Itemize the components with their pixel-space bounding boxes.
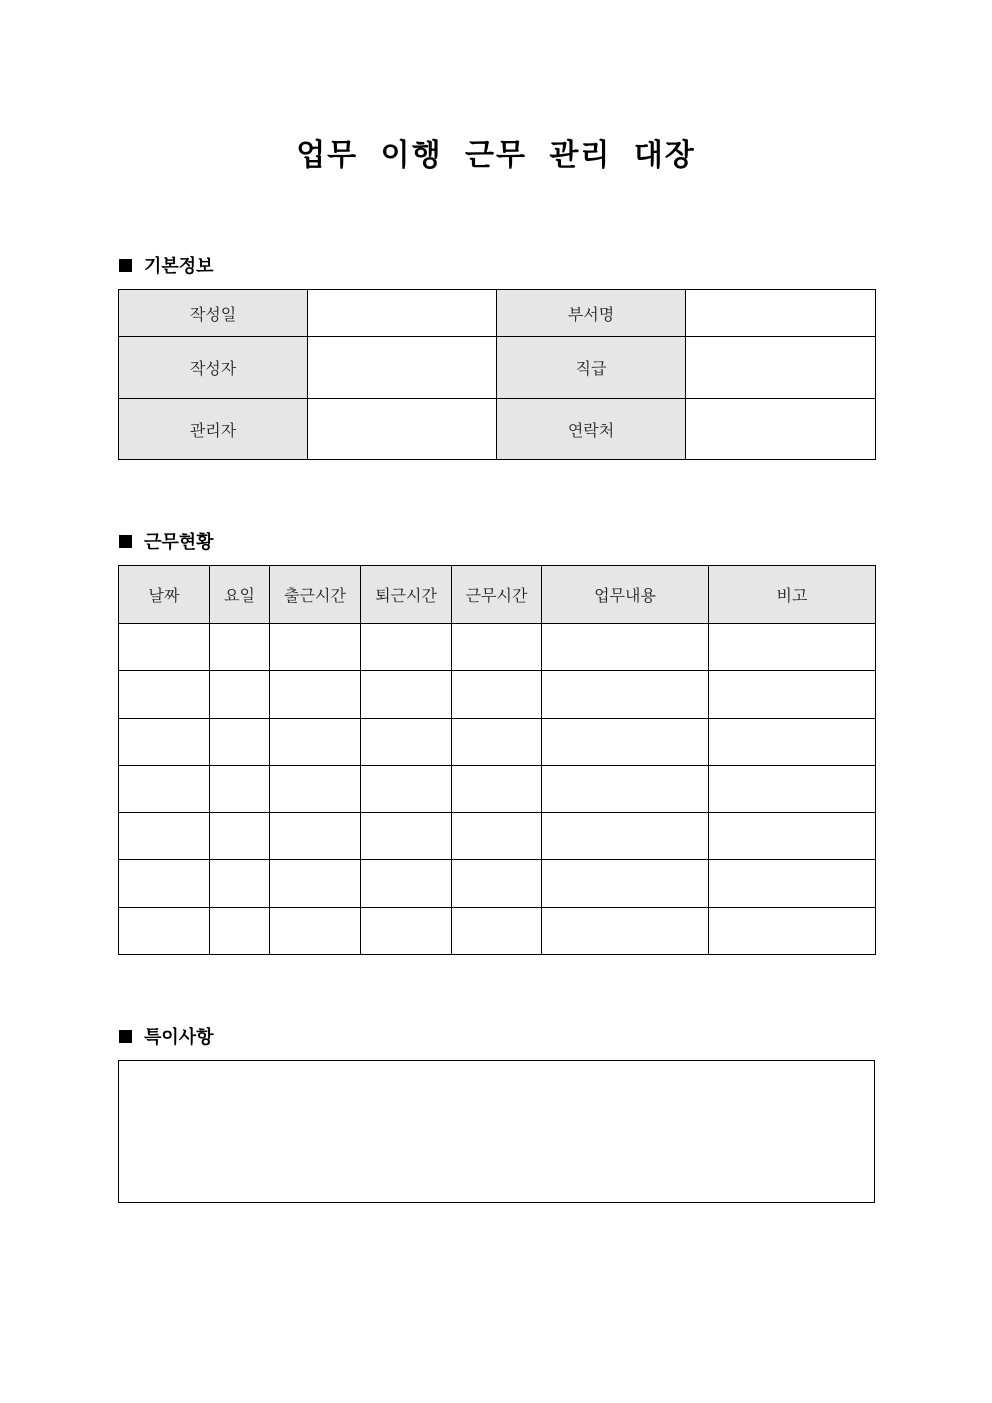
table-row bbox=[119, 908, 876, 955]
table-cell[interactable] bbox=[709, 860, 876, 908]
table-cell[interactable] bbox=[210, 719, 270, 766]
basic-info-value-field[interactable] bbox=[686, 290, 876, 337]
table-cell[interactable] bbox=[709, 671, 876, 719]
column-header-remarks: 비고 bbox=[709, 566, 876, 624]
table-cell[interactable] bbox=[361, 624, 452, 671]
table-cell[interactable] bbox=[119, 719, 210, 766]
table-cell[interactable] bbox=[119, 624, 210, 671]
table-cell[interactable] bbox=[361, 719, 452, 766]
table-cell[interactable] bbox=[270, 766, 361, 813]
table-row bbox=[119, 766, 876, 813]
table-cell[interactable] bbox=[452, 719, 542, 766]
table-row bbox=[119, 624, 876, 671]
table-cell[interactable] bbox=[119, 908, 210, 955]
table-row bbox=[119, 860, 876, 908]
table-cell[interactable] bbox=[452, 813, 542, 860]
table-cell[interactable] bbox=[361, 671, 452, 719]
table-cell[interactable] bbox=[452, 860, 542, 908]
table-cell[interactable] bbox=[270, 624, 361, 671]
table-cell[interactable] bbox=[709, 813, 876, 860]
work-status-header-row bbox=[119, 566, 876, 624]
table-cell[interactable] bbox=[210, 671, 270, 719]
column-header-work-details: 업무내용 bbox=[542, 566, 709, 624]
black-square-icon bbox=[119, 535, 132, 548]
basic-info-label: 연락처 bbox=[497, 399, 686, 460]
basic-info-heading bbox=[119, 253, 214, 277]
basic-info-label: 작성자 bbox=[119, 337, 308, 399]
basic-info-value-field[interactable] bbox=[686, 337, 876, 399]
table-cell[interactable] bbox=[270, 813, 361, 860]
table-cell[interactable] bbox=[270, 908, 361, 955]
table-cell[interactable] bbox=[542, 766, 709, 813]
table-cell[interactable] bbox=[542, 719, 709, 766]
table-cell[interactable] bbox=[119, 813, 210, 860]
table-cell[interactable] bbox=[542, 860, 709, 908]
black-square-icon bbox=[119, 259, 132, 272]
basic-info-value-field[interactable] bbox=[308, 337, 497, 399]
table-cell[interactable] bbox=[270, 860, 361, 908]
table-cell[interactable] bbox=[452, 671, 542, 719]
table-cell[interactable] bbox=[709, 766, 876, 813]
column-header-date: 날짜 bbox=[119, 566, 210, 624]
table-cell[interactable] bbox=[542, 908, 709, 955]
notes-heading-text: 특이사항 bbox=[144, 1027, 214, 1048]
table-cell[interactable] bbox=[270, 671, 361, 719]
table-row bbox=[119, 671, 876, 719]
table-cell[interactable] bbox=[709, 719, 876, 766]
table-cell[interactable] bbox=[210, 766, 270, 813]
basic-info-label: 부서명 bbox=[497, 290, 686, 337]
table-cell[interactable] bbox=[361, 766, 452, 813]
table-cell[interactable] bbox=[542, 624, 709, 671]
basic-info-row bbox=[119, 399, 876, 460]
column-header-weekday: 요일 bbox=[210, 566, 270, 624]
table-cell[interactable] bbox=[361, 813, 452, 860]
notes-heading bbox=[119, 1024, 214, 1048]
table-cell[interactable] bbox=[361, 908, 452, 955]
basic-info-value-field[interactable] bbox=[308, 399, 497, 460]
table-cell[interactable] bbox=[452, 624, 542, 671]
table-cell[interactable] bbox=[210, 813, 270, 860]
work-status-table bbox=[118, 565, 876, 955]
notes-box[interactable] bbox=[118, 1060, 875, 1203]
basic-info-value-field[interactable] bbox=[308, 290, 497, 337]
basic-info-table bbox=[118, 289, 876, 460]
table-cell[interactable] bbox=[119, 671, 210, 719]
table-cell[interactable] bbox=[210, 860, 270, 908]
table-cell[interactable] bbox=[119, 766, 210, 813]
table-cell[interactable] bbox=[361, 860, 452, 908]
table-cell[interactable] bbox=[210, 624, 270, 671]
column-header-work-hours: 근무시간 bbox=[452, 566, 542, 624]
work-status-heading bbox=[119, 529, 214, 553]
table-cell[interactable] bbox=[542, 671, 709, 719]
work-status-heading-text: 근무현황 bbox=[144, 532, 214, 553]
table-cell[interactable] bbox=[709, 624, 876, 671]
table-cell[interactable] bbox=[210, 908, 270, 955]
column-header-clock-in: 출근시간 bbox=[270, 566, 361, 624]
table-cell[interactable] bbox=[119, 860, 210, 908]
table-cell[interactable] bbox=[452, 766, 542, 813]
table-cell[interactable] bbox=[709, 908, 876, 955]
page-title: 업무 이행 근무 관리 대장 bbox=[296, 138, 696, 173]
table-cell[interactable] bbox=[542, 813, 709, 860]
basic-info-label: 직급 bbox=[497, 337, 686, 399]
table-cell[interactable] bbox=[270, 719, 361, 766]
column-header-clock-out: 퇴근시간 bbox=[361, 566, 452, 624]
basic-info-value-field[interactable] bbox=[686, 399, 876, 460]
table-row bbox=[119, 813, 876, 860]
black-square-icon bbox=[119, 1030, 132, 1043]
basic-info-row bbox=[119, 337, 876, 399]
basic-info-heading-text: 기본정보 bbox=[144, 256, 214, 277]
table-cell[interactable] bbox=[452, 908, 542, 955]
basic-info-row bbox=[119, 290, 876, 337]
basic-info-label: 작성일 bbox=[119, 290, 308, 337]
basic-info-label: 관리자 bbox=[119, 399, 308, 460]
table-row bbox=[119, 719, 876, 766]
